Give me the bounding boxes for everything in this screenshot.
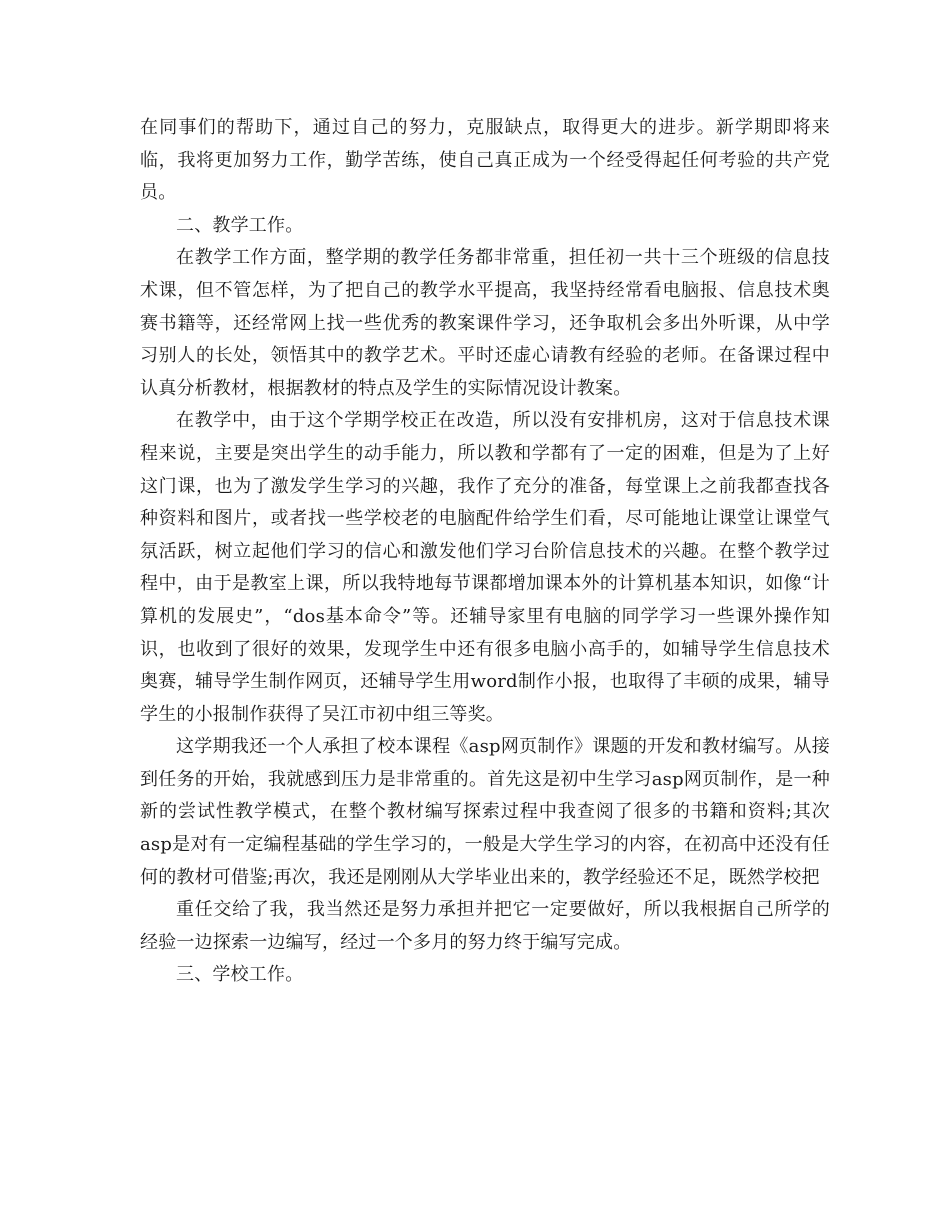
paragraph-closing-self-review: 在同事们的帮助下，通过自己的努力，克服缺点，取得更大的进步。新学期即将来临，我将更加努力工作，勤学苦练，使自己真正成为一个经受得起任何考验的共产党员。 [140,117,830,204]
paragraph-asp-course: 这学期我还一个人承担了校本课程《asp网页制作》课题的开发和教材编写。从接到任务的开始，我就感到压力是非常重的。首先这是初中生学习asp网页制作，是一种新的尝试性教学模式，在整个教材编写探索过程中我查阅了很多的书籍和资料;其次asp是对有一定编程基础的学生学习的，一般是大学生学习的内容，在初高中还没有任何的教材可借鉴;再次，我还是刚刚从大学毕业出来的，教学经验还不足，既然学校把 [140,736,830,888]
heading-teaching-work: 二、教学工作。 [176,214,304,236]
paragraph-asp-completion: 重任交给了我，我当然还是努力承担并把它一定要做好，所以我根据自己所学的经验一边探索一边编写，经过一个多月的努力终于编写完成。 [140,899,830,953]
document-body [140,112,830,992]
heading-school-work: 三、学校工作。 [176,964,304,986]
paragraph-teaching-process: 在教学中，由于这个学期学校正在改造，所以没有安排机房，这对于信息技术课程来说，主要是突出学生的动手能力，所以教和学都有了一定的困难，但是为了上好这门课，也为了激发学生学习的兴趣，我作了充分的准备，每堂课上之前我都查找各种资料和图片，或者找一些学校老的电脑配件给学生们看，尽可能地让课堂让课堂气氛活跃，树立起他们学习的信心和激发他们学习台阶信息技术的兴趣。在整个教学过程中，由于是教室上课，所以我特地每节课都增加课本外的计算机基本知识，如像“计算机的发展史”，“dos基本命令”等。还辅导家里有电脑的同学学习一些课外操作知识，也收到了很好的效果，发现学生中还有很多电脑小高手的，如辅导学生信息技术奥赛，辅导学生制作网页，还辅导学生用word制作小报，也取得了丰硕的成果，辅导学生的小报制作获得了吴江市初中组三等奖。 [140,410,830,725]
paragraph-teaching-tasks: 在教学工作方面，整学期的教学任务都非常重，担任初一共十三个班级的信息技术课，但不管怎样，为了把自己的教学水平提高，我坚持经常看电脑报、信息技术奥赛书籍等，还经常网上找一些优秀的教案课件学习，还争取机会多出外听课，从中学习别人的长处，领悟其中的教学艺术。平时还虚心请教有经验的老师。在备课过程中认真分析教材，根据教材的特点及学生的实际情况设计教案。 [140,247,830,399]
